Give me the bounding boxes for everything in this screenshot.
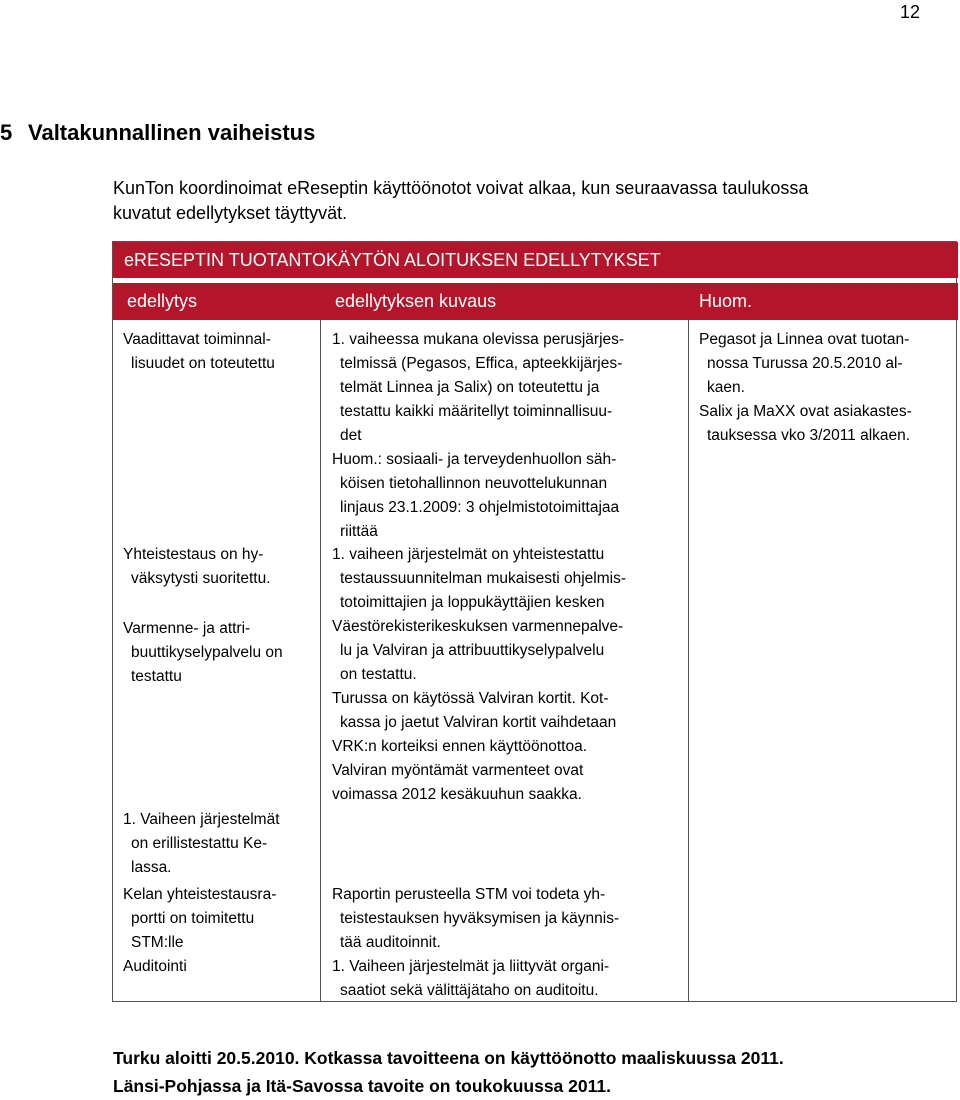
prerequisites-table [112, 241, 957, 1002]
description-integration-test: 1. vaiheen järjestelmät on yhteistestattu testaussuunnitelman mukaisesti ohjelmis- totoimittajien ja loppukäyttäjien kesken [332, 546, 627, 611]
column-divider [688, 320, 689, 1001]
section-number: 5 [0, 120, 13, 145]
header-prerequisite: edellytys [127, 291, 198, 311]
header-note: Huom. [699, 291, 753, 311]
page-number: 12 [899, 2, 920, 22]
section-title: Valtakunnallinen vaiheistus [28, 120, 316, 145]
prerequisite-certificate-service: Varmenne- ja attri- buuttikyselypalvelu on testattu [123, 620, 283, 685]
prerequisite-integration-test: Yhteistestaus on hy- väksytysti suoritettu. [123, 546, 271, 587]
header-description: edellytyksen kuvaus [335, 291, 497, 311]
description-certificate-service: Väestörekisterikeskuksen varmennepalve- lu ja Valviran ja attribuuttikyselypalvelu on testattu. Turussa on käytössä Valviran kortit. Kot- kassa jo jaetut Valviran kortit vaihdetaan VRK:n korteiksi ennen käyttöönottoa. Valviran myöntämät varmenteet ovat voimassa 2012 kesäkuuhun saakka. [332, 618, 624, 803]
footer-summary [113, 1044, 784, 1100]
description-functionalities: 1. vaiheessa mukana olevissa perusjärjes- telmissä (Pegasos, Effica, apteekkijärjes- telmät Linnea ja Salix) on toteutettu ja testattu kaikki määritellyt toiminnallisuu- det Huom.: sosiaali- ja terveydenhuollon säh- köisen tietohallinnon neuvottelukunnan linjaus 23.1.2009: 3 ohjelmistotoimittajaa riittää [332, 331, 625, 540]
intro-line: KunTon koordinoimat eReseptin käyttöönotot voivat alkaa, kun seuraavassa taulukossa [113, 178, 809, 198]
footer-line: Turku aloitti 20.5.2010. Kotkassa tavoitteena on käyttöönotto maaliskuussa 2011. [113, 1048, 784, 1068]
prerequisite-kela-report: Kelan yhteistestausra- portti on toimitettu STM:lle [123, 886, 277, 951]
table-header-row [113, 283, 958, 320]
description-kela-report: Raportin perusteella STM voi todeta yh- teistestauksen hyväksymisen ja käynnis- tää auditoinnit. [332, 886, 620, 951]
intro-line: kuvatut edellytykset täyttyvät. [113, 203, 348, 223]
intro-paragraph [113, 176, 953, 226]
footer-line: Länsi-Pohjassa ja Itä-Savossa tavoite on toukokuussa 2011. [113, 1076, 611, 1096]
prerequisite-functionalities: Vaadittavat toiminnal- lisuudet on toteutettu [123, 331, 275, 372]
table-title: eRESEPTIN TUOTANTOKÄYTÖN ALOITUKSEN EDELLYTYKSET [113, 242, 958, 278]
prerequisite-kela-testing: 1. Vaiheen järjestelmät on erillistestattu Ke- lassa. [123, 811, 280, 876]
prerequisite-audit: Auditointi [123, 958, 187, 975]
note-production-status: Pegasot ja Linnea ovat tuotan- nossa Turussa 20.5.2010 al- kaen. Salix ja MaXX ovat asiakastes- tauksessa vko 3/2011 alkaen. [699, 331, 912, 444]
description-audit: 1. Vaiheen järjestelmät ja liittyvät organi- saatiot sekä välittäjätaho on auditoitu. [332, 958, 610, 999]
column-divider [320, 320, 321, 1001]
